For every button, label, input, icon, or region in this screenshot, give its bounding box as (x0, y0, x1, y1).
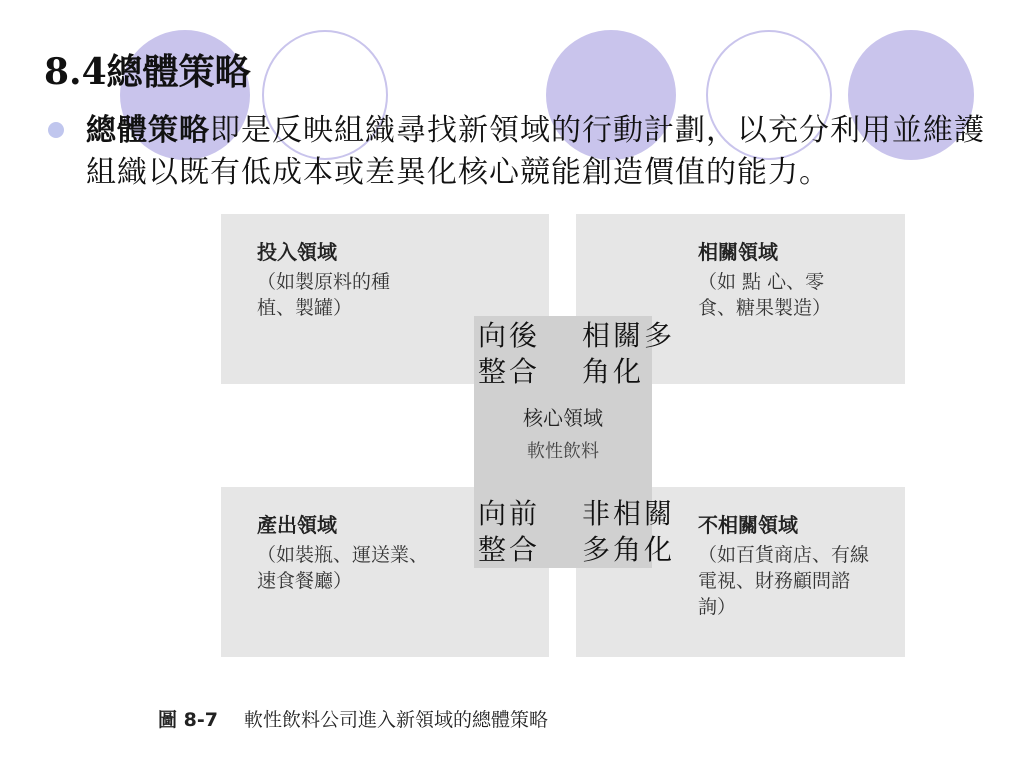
box-input-desc: （如製原料的種植、製罐） (257, 271, 391, 319)
bullet-text (86, 110, 1006, 194)
box-output-desc: （如裝瓶、運送業、速食餐廳） (257, 544, 429, 592)
figure-number: 圖 8-7 (158, 709, 218, 731)
figure-caption (158, 705, 548, 732)
bullet-icon (48, 122, 64, 138)
label-related-diversification: 相關多 角化 (582, 319, 676, 388)
core-domain-box (474, 394, 652, 486)
label-backward-integration: 向後 整合 (478, 319, 541, 388)
bullet-term: 總體策略 (86, 113, 210, 148)
box-unrelated-title: 不相關領域 (698, 513, 798, 537)
box-related-title: 相關領域 (698, 240, 778, 264)
box-related-desc: （如 點 心、零食、糖果製造） (698, 271, 832, 319)
core-title: 核心領域 (523, 406, 603, 430)
label-unrelated-diversification: 非相關 多角化 (582, 497, 676, 566)
core-desc: 軟性飲料 (527, 441, 599, 462)
slide-title: 8.4總體策略 (44, 51, 251, 93)
bullet-rest: 即是反映組織尋找新領域的行動計劃，以充分利用並維護組織以既有低成本或差異化核心競能創造價值的能力。 (86, 113, 985, 190)
label-forward-integration: 向前 整合 (478, 497, 541, 566)
box-output-title: 產出領域 (257, 513, 337, 537)
box-input-title: 投入領域 (257, 240, 337, 264)
box-unrelated-desc: （如百貨商店、有線電視、財務顧問諮詢） (698, 544, 870, 618)
figure-caption-text: 軟性飲料公司進入新領域的總體策略 (243, 709, 548, 731)
